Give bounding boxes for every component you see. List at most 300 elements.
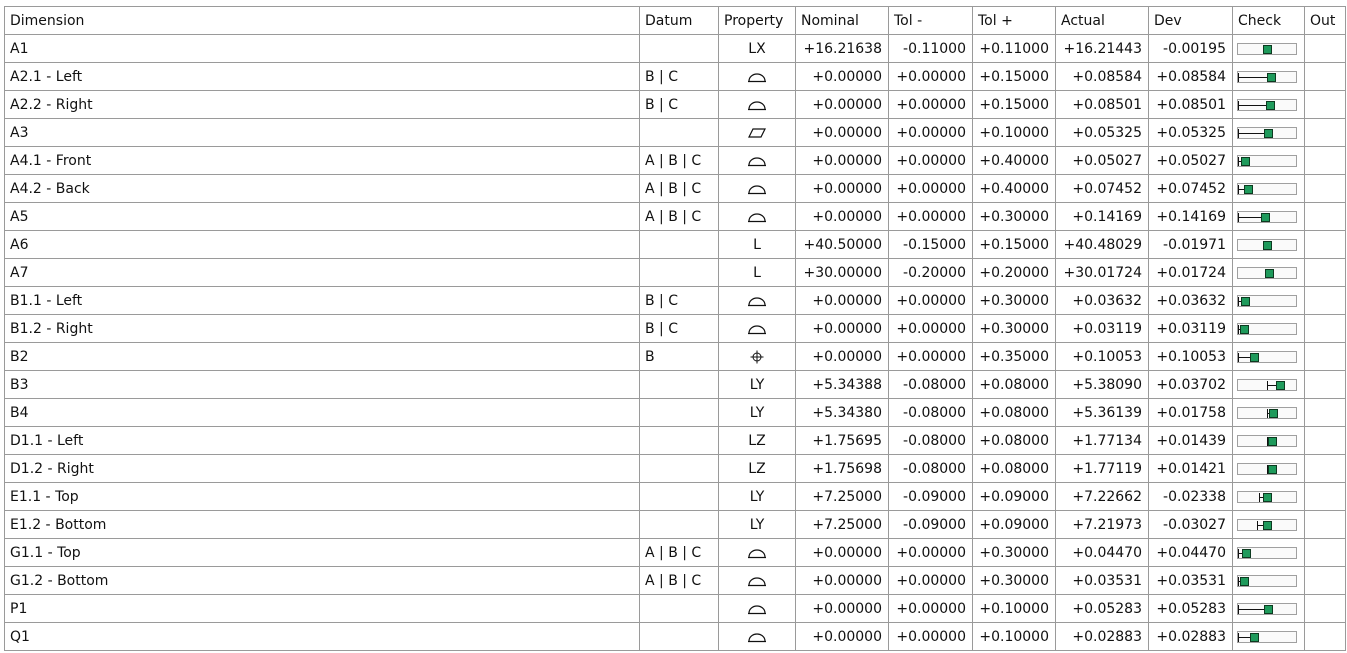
- check-cell: [1233, 147, 1305, 175]
- property-cell: [719, 567, 796, 595]
- deviation-origin-tick: [1238, 633, 1239, 642]
- check-cell: [1233, 483, 1305, 511]
- table-row[interactable]: [5, 203, 1346, 231]
- dev-cell: +0.07452: [1149, 175, 1233, 203]
- out-cell: [1305, 343, 1346, 371]
- actual-cell: +0.14169: [1056, 203, 1149, 231]
- deviation-marker: [1263, 521, 1272, 530]
- surface-profile-icon: [747, 321, 767, 337]
- actual-cell: +0.05027: [1056, 147, 1149, 175]
- header-property[interactable]: Property: [719, 7, 796, 35]
- actual-cell: +30.01724: [1056, 259, 1149, 287]
- datum-cell: [640, 455, 719, 483]
- nominal-cell: +0.00000: [796, 119, 889, 147]
- tolerance-gauge: [1237, 407, 1297, 419]
- tolerance-gauge: [1237, 155, 1297, 167]
- check-cell: [1233, 287, 1305, 315]
- property-cell: [719, 119, 796, 147]
- table-row[interactable]: [5, 315, 1346, 343]
- header-dimension[interactable]: Dimension: [5, 7, 640, 35]
- datum-cell: B | C: [640, 91, 719, 119]
- nominal-cell: +0.00000: [796, 539, 889, 567]
- nominal-cell: +16.21638: [796, 35, 889, 63]
- check-cell: [1233, 595, 1305, 623]
- datum-cell: [640, 511, 719, 539]
- actual-cell: +0.05325: [1056, 119, 1149, 147]
- tolerance-gauge: [1237, 211, 1297, 223]
- table-row[interactable]: [5, 231, 1346, 259]
- property-cell: L: [719, 231, 796, 259]
- out-cell: [1305, 231, 1346, 259]
- dimension-cell: P1: [5, 595, 640, 623]
- dimension-cell: B1.2 - Right: [5, 315, 640, 343]
- property-cell: [719, 595, 796, 623]
- dev-cell: -0.00195: [1149, 35, 1233, 63]
- tol-plus-cell: +0.08000: [973, 427, 1056, 455]
- out-cell: [1305, 175, 1346, 203]
- tolerance-gauge: [1237, 99, 1297, 111]
- dimension-cell: E1.2 - Bottom: [5, 511, 640, 539]
- deviation-origin-tick: [1238, 101, 1239, 110]
- dev-cell: +0.01421: [1149, 455, 1233, 483]
- actual-cell: +1.77119: [1056, 455, 1149, 483]
- deviation-marker: [1242, 549, 1251, 558]
- tol-minus-cell: +0.00000: [889, 315, 973, 343]
- out-cell: [1305, 455, 1346, 483]
- property-cell: [719, 623, 796, 651]
- datum-cell: B | C: [640, 315, 719, 343]
- nominal-cell: +0.00000: [796, 175, 889, 203]
- deviation-marker: [1264, 129, 1273, 138]
- dev-cell: +0.01724: [1149, 259, 1233, 287]
- datum-cell: [640, 427, 719, 455]
- tol-minus-cell: +0.00000: [889, 623, 973, 651]
- tol-minus-cell: +0.00000: [889, 147, 973, 175]
- actual-cell: +7.21973: [1056, 511, 1149, 539]
- check-cell: [1233, 175, 1305, 203]
- tol-plus-cell: +0.09000: [973, 483, 1056, 511]
- dev-cell: -0.01971: [1149, 231, 1233, 259]
- nominal-cell: +0.00000: [796, 63, 889, 91]
- actual-cell: +0.08501: [1056, 91, 1149, 119]
- datum-cell: B: [640, 343, 719, 371]
- check-cell: [1233, 455, 1305, 483]
- table-row[interactable]: [5, 399, 1346, 427]
- property-cell: LZ: [719, 427, 796, 455]
- nominal-cell: +1.75698: [796, 455, 889, 483]
- table-row[interactable]: [5, 427, 1346, 455]
- nominal-cell: +5.34380: [796, 399, 889, 427]
- deviation-origin-tick: [1267, 409, 1268, 418]
- tol-plus-cell: +0.15000: [973, 91, 1056, 119]
- dimension-cell: B2: [5, 343, 640, 371]
- tol-minus-cell: -0.08000: [889, 455, 973, 483]
- out-cell: [1305, 539, 1346, 567]
- deviation-marker: [1240, 325, 1249, 334]
- actual-cell: +0.07452: [1056, 175, 1149, 203]
- tol-minus-cell: +0.00000: [889, 567, 973, 595]
- surface-profile-icon: [747, 573, 767, 589]
- dimension-cell: D1.1 - Left: [5, 427, 640, 455]
- dimension-cell: A3: [5, 119, 640, 147]
- tol-minus-cell: -0.08000: [889, 399, 973, 427]
- dev-cell: +0.14169: [1149, 203, 1233, 231]
- tol-minus-cell: +0.00000: [889, 63, 973, 91]
- tol-plus-cell: +0.09000: [973, 511, 1056, 539]
- nominal-cell: +30.00000: [796, 259, 889, 287]
- deviation-marker: [1263, 241, 1272, 250]
- table-row[interactable]: [5, 175, 1346, 203]
- property-cell: [719, 315, 796, 343]
- check-cell: [1233, 91, 1305, 119]
- tol-plus-cell: +0.30000: [973, 567, 1056, 595]
- property-cell: LY: [719, 371, 796, 399]
- deviation-origin-tick: [1238, 129, 1239, 138]
- actual-cell: +0.04470: [1056, 539, 1149, 567]
- deviation-marker: [1268, 437, 1277, 446]
- dev-cell: +0.05027: [1149, 147, 1233, 175]
- out-cell: [1305, 567, 1346, 595]
- table-row[interactable]: [5, 623, 1346, 651]
- actual-cell: +0.05283: [1056, 595, 1149, 623]
- tol-minus-cell: +0.00000: [889, 203, 973, 231]
- property-cell: [719, 91, 796, 119]
- dimension-cell: G1.2 - Bottom: [5, 567, 640, 595]
- nominal-cell: +0.00000: [796, 203, 889, 231]
- datum-cell: A | B | C: [640, 567, 719, 595]
- tolerance-gauge: [1237, 127, 1297, 139]
- out-cell: [1305, 371, 1346, 399]
- out-cell: [1305, 203, 1346, 231]
- deviation-marker: [1265, 269, 1274, 278]
- table-row[interactable]: [5, 455, 1346, 483]
- tol-minus-cell: +0.00000: [889, 287, 973, 315]
- header-tol-minus[interactable]: Tol -: [889, 7, 973, 35]
- tolerance-gauge: [1237, 379, 1297, 391]
- out-cell: [1305, 315, 1346, 343]
- actual-cell: +0.03119: [1056, 315, 1149, 343]
- deviation-marker: [1261, 213, 1270, 222]
- header-datum[interactable]: Datum: [640, 7, 719, 35]
- nominal-cell: +1.75695: [796, 427, 889, 455]
- actual-cell: +1.77134: [1056, 427, 1149, 455]
- check-cell: [1233, 623, 1305, 651]
- dimension-cell: A2.2 - Right: [5, 91, 640, 119]
- nominal-cell: +0.00000: [796, 147, 889, 175]
- header-tol-plus[interactable]: Tol +: [973, 7, 1056, 35]
- deviation-marker: [1241, 157, 1250, 166]
- dev-cell: +0.08501: [1149, 91, 1233, 119]
- dimension-cell: A5: [5, 203, 640, 231]
- deviation-marker: [1264, 605, 1273, 614]
- table-row[interactable]: [5, 371, 1346, 399]
- deviation-origin-tick: [1259, 493, 1260, 502]
- datum-cell: [640, 259, 719, 287]
- surface-profile-icon: [747, 629, 767, 645]
- dimension-cell: G1.1 - Top: [5, 539, 640, 567]
- tol-plus-cell: +0.30000: [973, 287, 1056, 315]
- dimension-cell: E1.1 - Top: [5, 483, 640, 511]
- header-check[interactable]: Check: [1233, 7, 1305, 35]
- dev-cell: +0.04470: [1149, 539, 1233, 567]
- tol-minus-cell: -0.15000: [889, 231, 973, 259]
- property-cell: LY: [719, 511, 796, 539]
- check-cell: [1233, 315, 1305, 343]
- deviation-marker: [1263, 45, 1272, 54]
- tol-plus-cell: +0.20000: [973, 259, 1056, 287]
- datum-cell: A | B | C: [640, 539, 719, 567]
- tol-minus-cell: +0.00000: [889, 175, 973, 203]
- tol-minus-cell: -0.09000: [889, 511, 973, 539]
- header-out[interactable]: Out: [1305, 7, 1346, 35]
- dimension-cell: D1.2 - Right: [5, 455, 640, 483]
- actual-cell: +0.03531: [1056, 567, 1149, 595]
- nominal-cell: +7.25000: [796, 511, 889, 539]
- nominal-cell: +7.25000: [796, 483, 889, 511]
- property-cell: [719, 539, 796, 567]
- datum-cell: B | C: [640, 287, 719, 315]
- check-cell: [1233, 63, 1305, 91]
- out-cell: [1305, 483, 1346, 511]
- out-cell: [1305, 595, 1346, 623]
- dimension-cell: B4: [5, 399, 640, 427]
- property-cell: LY: [719, 399, 796, 427]
- tolerance-gauge: [1237, 295, 1297, 307]
- tol-plus-cell: +0.10000: [973, 623, 1056, 651]
- datum-cell: [640, 371, 719, 399]
- deviation-origin-tick: [1238, 73, 1239, 82]
- tol-minus-cell: -0.08000: [889, 427, 973, 455]
- tolerance-gauge: [1237, 575, 1297, 587]
- out-cell: [1305, 623, 1346, 651]
- deviation-origin-tick: [1238, 549, 1239, 558]
- deviation-marker: [1267, 73, 1276, 82]
- actual-cell: +0.08584: [1056, 63, 1149, 91]
- datum-cell: [640, 231, 719, 259]
- out-cell: [1305, 259, 1346, 287]
- check-cell: [1233, 399, 1305, 427]
- datum-cell: [640, 35, 719, 63]
- deviation-origin-tick: [1238, 577, 1239, 586]
- table-row[interactable]: [5, 91, 1346, 119]
- table-row[interactable]: [5, 119, 1346, 147]
- check-cell: [1233, 203, 1305, 231]
- tol-plus-cell: +0.40000: [973, 175, 1056, 203]
- out-cell: [1305, 427, 1346, 455]
- header-nominal[interactable]: Nominal: [796, 7, 889, 35]
- dev-cell: +0.02883: [1149, 623, 1233, 651]
- check-cell: [1233, 539, 1305, 567]
- dimension-cell: A7: [5, 259, 640, 287]
- actual-cell: +40.48029: [1056, 231, 1149, 259]
- surface-profile-icon: [747, 293, 767, 309]
- dimension-cell: B1.1 - Left: [5, 287, 640, 315]
- out-cell: [1305, 63, 1346, 91]
- dimension-cell: A1: [5, 35, 640, 63]
- deviation-marker: [1269, 409, 1278, 418]
- tolerance-gauge: [1237, 183, 1297, 195]
- table-row[interactable]: [5, 511, 1346, 539]
- tol-minus-cell: +0.00000: [889, 539, 973, 567]
- tolerance-gauge: [1237, 631, 1297, 643]
- property-cell: [719, 203, 796, 231]
- dimension-cell: A4.2 - Back: [5, 175, 640, 203]
- deviation-origin-tick: [1257, 521, 1258, 530]
- check-cell: [1233, 511, 1305, 539]
- deviation-origin-tick: [1238, 157, 1239, 166]
- deviation-origin-tick: [1238, 213, 1239, 222]
- datum-cell: A | B | C: [640, 147, 719, 175]
- table-header-row: [5, 7, 1346, 35]
- tolerance-gauge: [1237, 351, 1297, 363]
- actual-cell: +16.21443: [1056, 35, 1149, 63]
- property-cell: [719, 343, 796, 371]
- tolerance-gauge: [1237, 323, 1297, 335]
- dev-cell: +0.05325: [1149, 119, 1233, 147]
- out-cell: [1305, 287, 1346, 315]
- deviation-marker: [1250, 353, 1259, 362]
- tol-plus-cell: +0.15000: [973, 63, 1056, 91]
- tol-minus-cell: -0.11000: [889, 35, 973, 63]
- dev-cell: +0.01758: [1149, 399, 1233, 427]
- header-actual[interactable]: Actual: [1056, 7, 1149, 35]
- tol-plus-cell: +0.08000: [973, 399, 1056, 427]
- property-cell: LY: [719, 483, 796, 511]
- check-cell: [1233, 343, 1305, 371]
- table-row[interactable]: [5, 567, 1346, 595]
- table-row[interactable]: [5, 595, 1346, 623]
- flatness-icon: [747, 125, 767, 141]
- surface-profile-icon: [747, 209, 767, 225]
- nominal-cell: +0.00000: [796, 287, 889, 315]
- check-cell: [1233, 371, 1305, 399]
- tolerance-gauge: [1237, 519, 1297, 531]
- tolerance-gauge: [1237, 463, 1297, 475]
- datum-cell: A | B | C: [640, 175, 719, 203]
- surface-profile-icon: [747, 601, 767, 617]
- actual-cell: +0.02883: [1056, 623, 1149, 651]
- table-row[interactable]: [5, 539, 1346, 567]
- tolerance-gauge: [1237, 435, 1297, 447]
- tolerance-gauge: [1237, 491, 1297, 503]
- position-icon: [750, 349, 764, 365]
- table-row[interactable]: [5, 287, 1346, 315]
- tol-minus-cell: +0.00000: [889, 595, 973, 623]
- tol-minus-cell: -0.09000: [889, 483, 973, 511]
- dimension-cell: A4.1 - Front: [5, 147, 640, 175]
- surface-profile-icon: [747, 181, 767, 197]
- actual-cell: +0.10053: [1056, 343, 1149, 371]
- deviation-origin-tick: [1238, 185, 1239, 194]
- actual-cell: +5.36139: [1056, 399, 1149, 427]
- out-cell: [1305, 35, 1346, 63]
- check-cell: [1233, 259, 1305, 287]
- dev-cell: +0.03632: [1149, 287, 1233, 315]
- dev-cell: +0.10053: [1149, 343, 1233, 371]
- nominal-cell: +0.00000: [796, 623, 889, 651]
- deviation-marker: [1268, 465, 1277, 474]
- check-cell: [1233, 567, 1305, 595]
- out-cell: [1305, 511, 1346, 539]
- dev-cell: +0.08584: [1149, 63, 1233, 91]
- tolerance-gauge: [1237, 71, 1297, 83]
- tol-plus-cell: +0.30000: [973, 315, 1056, 343]
- table-row[interactable]: [5, 63, 1346, 91]
- dev-cell: -0.02338: [1149, 483, 1233, 511]
- nominal-cell: +0.00000: [796, 595, 889, 623]
- surface-profile-icon: [747, 97, 767, 113]
- actual-cell: +5.38090: [1056, 371, 1149, 399]
- tol-plus-cell: +0.30000: [973, 203, 1056, 231]
- deviation-origin-tick: [1238, 297, 1239, 306]
- dev-cell: +0.03119: [1149, 315, 1233, 343]
- property-cell: [719, 147, 796, 175]
- dev-cell: +0.05283: [1149, 595, 1233, 623]
- property-cell: [719, 175, 796, 203]
- out-cell: [1305, 147, 1346, 175]
- surface-profile-icon: [747, 69, 767, 85]
- tol-plus-cell: +0.08000: [973, 371, 1056, 399]
- deviation-origin-tick: [1238, 605, 1239, 614]
- datum-cell: [640, 483, 719, 511]
- datum-cell: [640, 399, 719, 427]
- check-cell: [1233, 427, 1305, 455]
- tolerance-gauge: [1237, 239, 1297, 251]
- tol-minus-cell: -0.20000: [889, 259, 973, 287]
- table-row[interactable]: [5, 343, 1346, 371]
- datum-cell: [640, 595, 719, 623]
- tolerance-gauge: [1237, 43, 1297, 55]
- tolerance-gauge: [1237, 603, 1297, 615]
- tolerance-gauge: [1237, 547, 1297, 559]
- dev-cell: +0.01439: [1149, 427, 1233, 455]
- table-row[interactable]: [5, 147, 1346, 175]
- tol-minus-cell: +0.00000: [889, 91, 973, 119]
- nominal-cell: +0.00000: [796, 315, 889, 343]
- nominal-cell: +5.34388: [796, 371, 889, 399]
- check-cell: [1233, 119, 1305, 147]
- property-cell: L: [719, 259, 796, 287]
- deviation-marker: [1263, 493, 1272, 502]
- check-cell: [1233, 35, 1305, 63]
- deviation-origin-tick: [1267, 381, 1268, 390]
- tol-plus-cell: +0.30000: [973, 539, 1056, 567]
- deviation-marker: [1250, 633, 1259, 642]
- property-cell: LX: [719, 35, 796, 63]
- tol-plus-cell: +0.35000: [973, 343, 1056, 371]
- tolerance-gauge: [1237, 267, 1297, 279]
- nominal-cell: +0.00000: [796, 91, 889, 119]
- out-cell: [1305, 399, 1346, 427]
- header-dev[interactable]: Dev: [1149, 7, 1233, 35]
- deviation-marker: [1240, 577, 1249, 586]
- deviation-marker: [1276, 381, 1285, 390]
- out-cell: [1305, 91, 1346, 119]
- tol-plus-cell: +0.40000: [973, 147, 1056, 175]
- tol-minus-cell: +0.00000: [889, 343, 973, 371]
- actual-cell: +7.22662: [1056, 483, 1149, 511]
- deviation-marker: [1244, 185, 1253, 194]
- table-row[interactable]: [5, 259, 1346, 287]
- tol-minus-cell: +0.00000: [889, 119, 973, 147]
- dimension-cell: B3: [5, 371, 640, 399]
- dev-cell: -0.03027: [1149, 511, 1233, 539]
- table-row[interactable]: [5, 483, 1346, 511]
- datum-cell: B | C: [640, 63, 719, 91]
- tol-plus-cell: +0.15000: [973, 231, 1056, 259]
- dimension-cell: Q1: [5, 623, 640, 651]
- table-row[interactable]: [5, 35, 1346, 63]
